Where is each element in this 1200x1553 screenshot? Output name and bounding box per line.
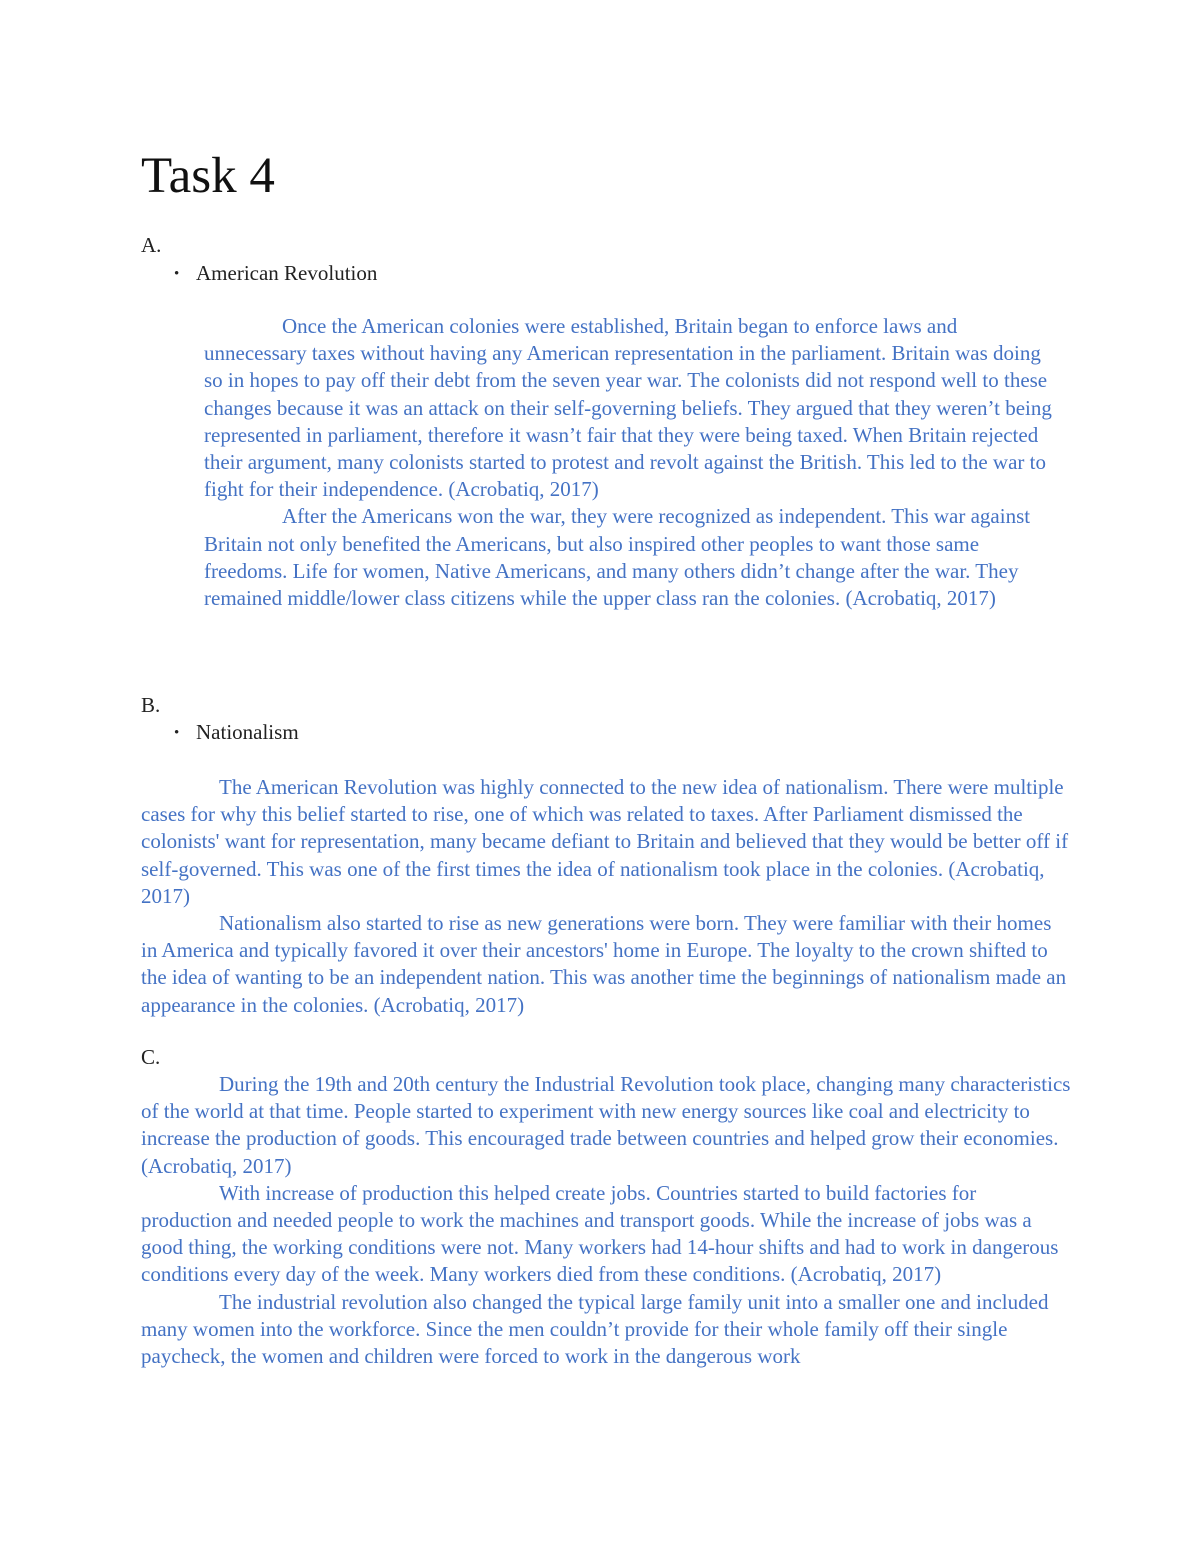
section-b-bullet	[174, 719, 299, 747]
section-b-heading: Nationalism	[196, 720, 299, 744]
section-a-bullet	[174, 260, 377, 288]
section-a-heading: American Revolution	[196, 261, 378, 285]
section-a-paragraph: Once the American colonies were established, Britain began to enforce laws and unnecessary taxes without having any American representation in the parliament. Britain was doing so in hopes to pay off their debt from the seven year war. The colonists did not respond well to these changes because it was an attack on their self-governing beliefs. They argued that they weren’t being represented in parliament, therefore it wasn’t fair that they were being taxed. When Britain rejected their argument, many colonists started to protest and revolt against the British. This led to the war to fight for their independence. (Acrobatiq, 2017)	[204, 314, 1052, 502]
section-c-paragraph: The industrial revolution also changed the typical large family unit into a smaller one and included many women into the workforce. Since the men couldn’t provide for their whole family off their single paycheck, the women and children were forced to work in the dangerous work	[141, 1289, 1049, 1369]
section-b-body	[141, 774, 1071, 1019]
section-c-letter: C.	[141, 1045, 161, 1069]
page-title: Task 4	[141, 148, 275, 204]
section-a-body	[204, 313, 1064, 612]
section-c-paragraph: During the 19th and 20th century the Industrial Revolution took place, changing many characteristics of the world at that time. People started to experiment with new energy sources like coal and electricity to increase the production of goods. This encouraged trade between countries and helped grow their economies. (Acrobatiq, 2017)	[141, 1072, 1071, 1178]
section-b-letter: B.	[141, 693, 161, 717]
bullet-icon: •	[174, 725, 180, 741]
section-c-paragraph: With increase of production this helped create jobs. Countries started to build factories for production and needed people to work the machines and transport goods. While the increase of jobs was a good thing, the working conditions were not. Many workers had 14-hour shifts and had to work in dangerous conditions every day of the week. Many workers died from these conditions. (Acrobatiq, 2017)	[141, 1180, 1059, 1287]
section-a-letter: A.	[141, 233, 162, 257]
section-b-paragraph: Nationalism also started to rise as new generations were born. They were familiar with their homes in America and typically favored it over their ancestors' home in Europe. The loyalty to the crown shifted to the idea of wanting to be an independent nation. This was another time the beginnings of nationalism made an appearance in the colonies. (Acrobatiq, 2017)	[141, 911, 1067, 1017]
section-b-paragraph: The American Revolution was highly connected to the new idea of nationalism. There were multiple cases for why this belief started to rise, one of which was related to taxes. After Parliament dismissed the colonists' want for representation, many became defiant to Britain and believed that they would be better off if self-governed. This was one of the first times the idea of nationalism took place in the colonies. (Acrobatiq, 2017)	[141, 775, 1069, 908]
section-a-paragraph: After the Americans won the war, they were recognized as independent. This war against Britain not only benefited the Americans, but also inspired other peoples to want those same freedoms. Life for women, Native Americans, and many others didn’t change after the war. They remained middle/lower class citizens while the upper class ran the colonies. (Acrobatiq, 2017)	[204, 504, 1031, 611]
section-c-body	[141, 1071, 1071, 1370]
bullet-icon: •	[174, 266, 180, 282]
